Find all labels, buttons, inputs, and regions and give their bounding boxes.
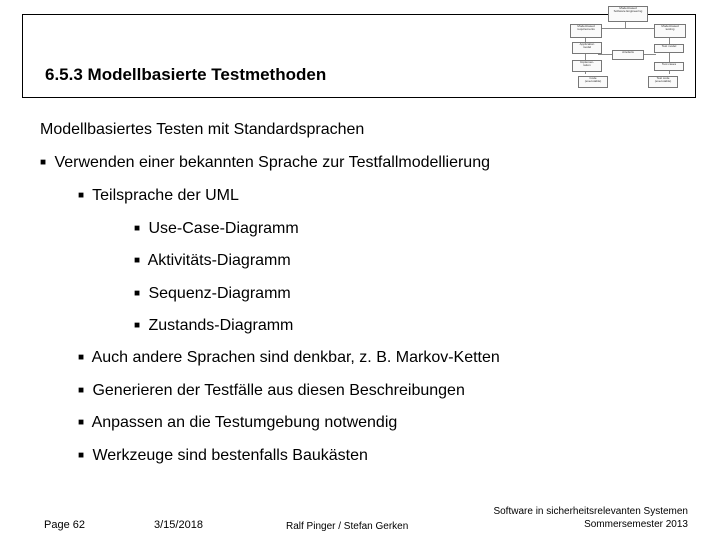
bullet-level2: ■ Auch andere Sprachen sind denkbar, z. B. Markov-Ketten [78, 349, 500, 366]
bullet-square-icon: ■ [134, 288, 141, 299]
bullet-level3: ■ Sequenz-Diagramm [134, 285, 291, 302]
bullet-square-icon: ■ [40, 157, 47, 168]
thumb-box-left1: Model-based requirements [570, 24, 602, 38]
bullet-level2: ■ Werkzeuge sind bestenfalls Baukästen [78, 447, 368, 464]
footer-semester: Sommersemester 2013 [584, 519, 688, 530]
thumb-box-right3: Test cases [654, 62, 684, 71]
bullet-square-icon: ■ [78, 190, 85, 201]
bullet-level2: ■ Generieren der Testfälle aus diesen Beschreibungen [78, 382, 465, 399]
thumb-box-right2: Test model [654, 44, 684, 53]
slide-title: 6.5.3 Modellbasierte Testmethoden [45, 65, 327, 84]
bullet-square-icon: ■ [78, 352, 85, 363]
thumb-box-left4: Code (executable) [578, 76, 608, 88]
bullet-level3: ■ Use-Case-Diagramm [134, 220, 299, 237]
footer-page-number: Page 62 [44, 519, 85, 531]
bullet-square-icon: ■ [134, 223, 141, 234]
thumb-box-right1: Model-based testing [654, 24, 686, 38]
thumb-box-left2: Application model [572, 42, 602, 54]
footer-course [493, 505, 688, 531]
bullet-square-icon: ■ [134, 320, 141, 331]
thumbnail-diagram [568, 4, 686, 92]
bullet-level1: ■ Verwenden einer bekannten Sprache zur Testfallmodellierung [40, 154, 490, 171]
bullet-square-icon: ■ [134, 255, 141, 266]
thumb-box-top: Model-based Software Engineering [608, 6, 648, 22]
thumb-box-right4: Test code (executable) [648, 76, 678, 88]
bullet-square-icon: ■ [78, 385, 85, 396]
section-subtitle: Modellbasiertes Testen mit Standardsprachen [40, 121, 365, 138]
thumb-box-center: Artefacts [612, 50, 644, 60]
bullet-level2: ■ Teilsprache der UML [78, 187, 239, 204]
bullet-level3: ■ Zustands-Diagramm [134, 317, 294, 334]
thumb-box-left3: Implemen- tation [572, 60, 602, 72]
bullet-level2: ■ Anpassen an die Testumgebung notwendig [78, 414, 398, 431]
footer-course-title: Software in sicherheitsrelevanten Systemen [493, 506, 688, 517]
bullet-square-icon: ■ [78, 450, 85, 461]
footer-authors: Ralf Pinger / Stefan Gerken [286, 521, 409, 532]
bullet-level3: ■ Aktivitäts-Diagramm [134, 252, 291, 269]
footer-date: 3/15/2018 [154, 519, 203, 531]
bullet-square-icon: ■ [78, 417, 85, 428]
